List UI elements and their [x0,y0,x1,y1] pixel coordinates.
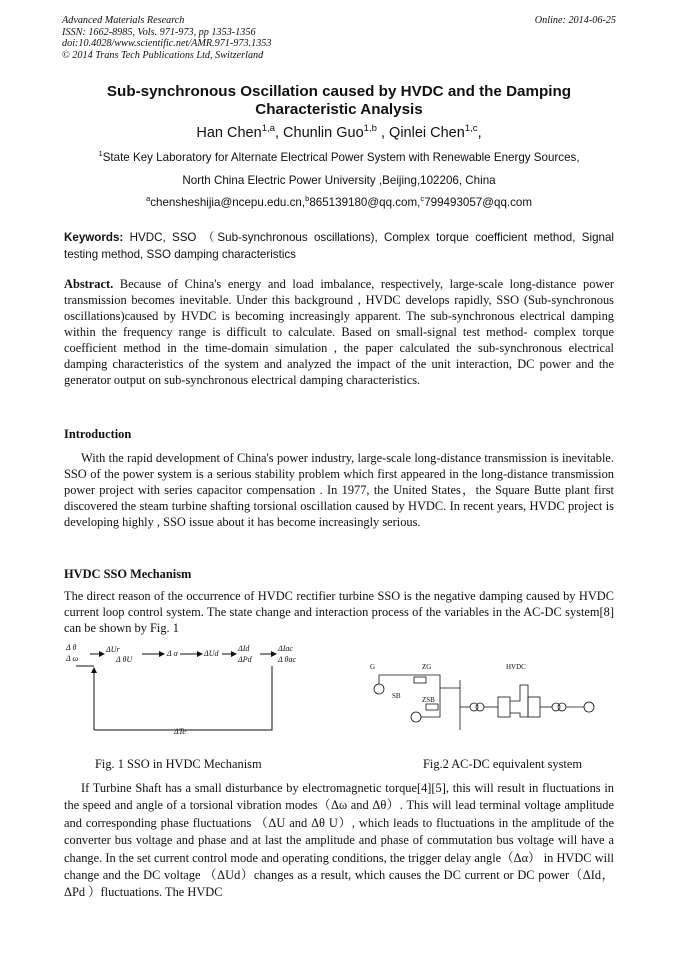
system-source [411,712,421,722]
title-line-1: Sub-synchronous Oscillation caused by HVDC and the Damping [106,83,572,100]
author-name: Chunlin Guo [283,125,364,141]
keywords-label: Keywords: [64,231,124,244]
fig1-node-theta: Δ θ [66,643,77,652]
receiving-source [584,702,594,712]
fig1-node-alpha: Δ α [167,649,178,658]
affiliation-sup: 1 [98,149,103,159]
author-name: Qinlei Chen [389,125,465,141]
generator-source [374,684,384,694]
keywords-text: HVDC, SSO （Sub-synchronous oscillations), Complex torque coefficient method, Signal testing method, SSO damping characteristics [64,231,614,261]
email: chensheshijia@ncepu.edu.cn, [150,196,306,209]
doi-line: doi:10.4028/www.scientific.net/AMR.971-973.1353 [62,38,272,49]
fig2-line [379,675,440,688]
fig1-diagram [64,640,334,740]
impedance-zg [414,677,426,683]
fig2-label-zg: ZG [422,663,432,671]
journal-header [62,15,271,61]
fig2-label-zsb: ZSB [422,696,435,704]
keywords [64,229,614,263]
fig1-node-pd: ΔPd [238,655,252,664]
section-heading-introduction: Introduction [64,427,132,441]
fig1-node-thetau: Δ θU [116,655,133,664]
fig2-label-hvdc: HVDC [506,663,526,671]
rectifier-block [498,697,510,717]
introduction-paragraph: With the rapid development of China's power industry, large-scale long-distance transmission is inevitable. SSO of the power system is a serious stability problem which first appeared in the long-distance transmission power project with series capacitor compensation . In 1977, the United States，the Square Butte plant first discovered the steam turbine shafting torsional oscillation caused by HVDC. In recent years, HVDC project is developing highly , SSO issue about it has become increasingly serious. [64,451,614,529]
mechanism-paragraph: The direct reason of the occurrence of HVDC rectifier turbine SSO is the negative damping caused by HVDC current loop control system. The state change and interaction process of the variables in the AC-DC system[8] can be shown by Fig. 1 [64,589,614,635]
affiliation-line-2: North China Electric Power University ,Beijing,102206, China [182,174,496,187]
transformer-winding [476,703,484,711]
title-line-2: Characteristic Analysis [255,101,423,118]
author-name: Han Chen [196,125,262,141]
fig1-node-id: ΔId [238,644,250,653]
abstract-label: Abstract. [64,277,114,291]
affiliation-line-1: $^1$State Key Laboratory for Alternate Electrical Power System with Renewable Energy Sources, [98,149,580,164]
fig2-label-g: G [370,663,376,671]
fig1-node-ur: ΔUr [106,645,120,654]
abstract-text: Because of China's energy and load imbalance, respectively, large-scale long-distance power transmission becomes inevitable. Under this background , HVDC develops rapidly, SSO (Sub-synchronous oscillations)caused by HVDC is becoming increasingly apparent. The sub-synchronous electrical damping within the frequency range is difficult to calculate. Based on small-signal test method- complex torque coefficient method in the time-domain simulation , the paper calculated the sub-synchronous electrical damping characteristics of the system and analyzed the impact of the unit interaction, DC power and the generator output on sub-synchronous electrical damping characteristics. [64,277,614,387]
email: 799493057@qq.com [424,196,533,209]
inverter-block [528,697,540,717]
abstract [64,276,614,388]
body-paragraph: If Turbine Shaft has a small disturbance by electromagnetic torque[4][5], this will result in fluctuations in the speed and angle of a torsional vibration modes（Δω and Δθ）. This will lead terminal voltage amplitude and corresponding phase fluctuations （ΔU and Δθ U）, which leads to fluctuations in the amplitude of the converter bus voltage and phase and at last the amplitude and phase of commutation bus voltage will have a change. In the set current control mode and operating conditions, the trigger delay angle（Δα） in HVDC will change and the DC voltage （ΔUd）changes as a result, which causes the DC current or DC power（ΔId， ΔPd ）fluctuations. The HVDC [64,781,614,900]
journal-name: Advanced Materials Research [62,15,185,26]
dc-link [510,685,528,717]
fig2-caption: Fig.2 AC-DC equivalent system [423,757,583,771]
email: 865139180@qq.com, [309,196,421,209]
copyright-line: © 2014 Trans Tech Publications Ltd, Switzerland [62,49,264,61]
fig1-feedback-line [94,666,272,730]
fig2-diagram [370,655,610,735]
author-sup: 1,b [363,123,377,135]
author-sup: 1,c [464,123,478,135]
fig1-node-thetaac: Δ θac [278,655,297,664]
issn-line: ISSN: 1662-8985, Vols. 971-973, pp 1353-1356 [62,26,256,38]
author-sup: 1,a [261,123,275,135]
section-heading-mechanism: HVDC SSO Mechanism [64,567,192,581]
fig1-caption: Fig. 1 SSO in HVDC Mechanism [95,757,262,771]
transformer-winding [558,703,566,711]
online-date: Online: 2014-06-25 [534,15,616,26]
fig1-node-iac: ΔIac [278,644,293,653]
fig2-label-sb: SB [392,692,401,700]
fig1-node-omega: Δ ω [66,654,79,663]
fig1-node-ud: ΔUd [204,649,219,658]
impedance-zsb [426,704,438,710]
fig1-feedback-te: ΔTe [174,727,186,736]
paper-title [62,83,616,119]
email-line: $^a$chensheshijia@ncepu.edu.cn,$^b$865139180@qq.com,$^c$799493057@qq.com [145,194,533,209]
author-list: Han Chen$^{1,a}$, Chunlin Guo$^{1,b}$ , Qinlei Chen$^{1,c}$, [196,123,482,141]
